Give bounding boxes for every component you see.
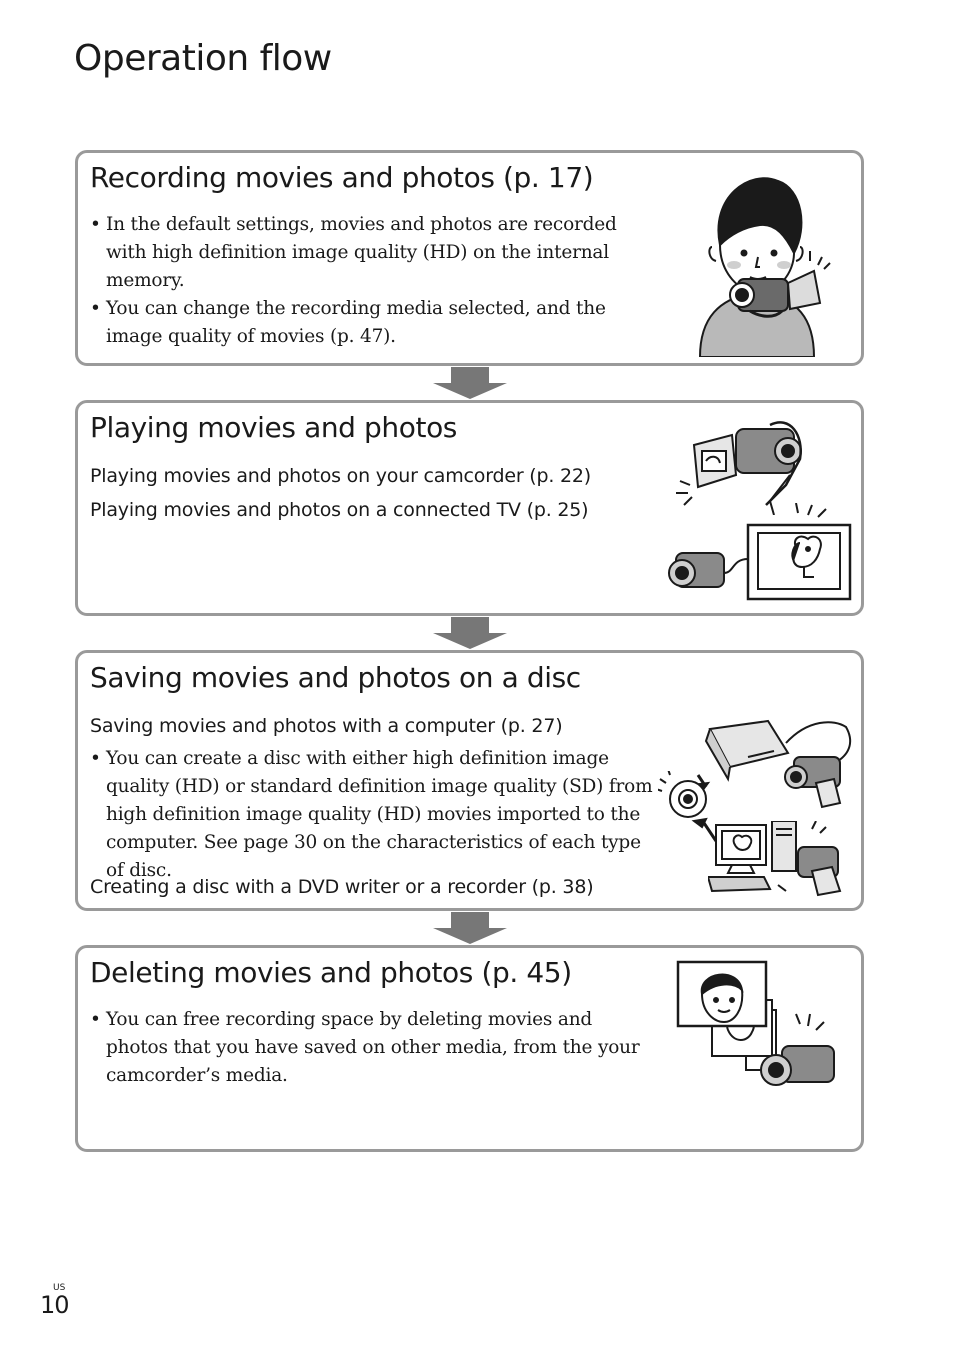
region-code: US xyxy=(53,1283,66,1293)
playing-tv-link[interactable]: Playing movies and photos on a connected TV (p. 25) xyxy=(90,499,589,521)
section-heading-playing: Playing movies and photos xyxy=(90,411,457,444)
flow-arrow-down xyxy=(433,617,507,649)
list-item: • You can change the recording media selected, and the image quality of movies (p. 47). xyxy=(90,295,650,351)
recording-bullet-list xyxy=(90,211,650,351)
section-deleting xyxy=(75,945,864,1152)
section-saving xyxy=(75,650,864,911)
section-heading-deleting: Deleting movies and photos (p. 45) xyxy=(90,956,572,989)
page-footer xyxy=(40,1283,69,1319)
photos-camcorder-icon xyxy=(676,960,846,1110)
list-item: • You can create a disc with either high definition image quality (HD) or standard definition image quality (SD) from high definition image quality (HD) movies imported to the computer. See page 30 on the characteristics of each type of disc. xyxy=(90,745,655,885)
list-item: • You can free recording space by deleting movies and photos that you have saved on other media, from the your camcorder’s media. xyxy=(90,1006,650,1090)
list-item: • In the default settings, movies and photos are recorded with high definition image quality (HD) on the internal memory. xyxy=(90,211,650,295)
page-number: 10 xyxy=(40,1291,69,1319)
playing-camcorder-link[interactable]: Playing movies and photos on your camcorder (p. 22) xyxy=(90,465,592,487)
saving-dvd-writer-link[interactable]: Creating a disc with a DVD writer or a recorder (p. 38) xyxy=(90,876,594,898)
camcorder-playback-icon xyxy=(670,415,810,515)
section-playing xyxy=(75,400,864,616)
person-recording-icon xyxy=(690,167,840,357)
flow-arrow-down xyxy=(433,367,507,399)
section-heading-saving: Saving movies and photos on a disc xyxy=(90,661,581,694)
section-heading-recording: Recording movies and photos (p. 17) xyxy=(90,161,594,194)
flow-arrow-down xyxy=(433,912,507,944)
page-title: Operation flow xyxy=(74,38,332,79)
computer-camcorder-icon xyxy=(708,821,848,897)
section-recording xyxy=(75,150,864,366)
saving-computer-link[interactable]: Saving movies and photos with a computer (p. 27) xyxy=(90,715,563,737)
camcorder-tv-icon xyxy=(668,503,858,603)
saving-bullet-list xyxy=(90,745,655,885)
deleting-bullet-list xyxy=(90,1006,650,1090)
